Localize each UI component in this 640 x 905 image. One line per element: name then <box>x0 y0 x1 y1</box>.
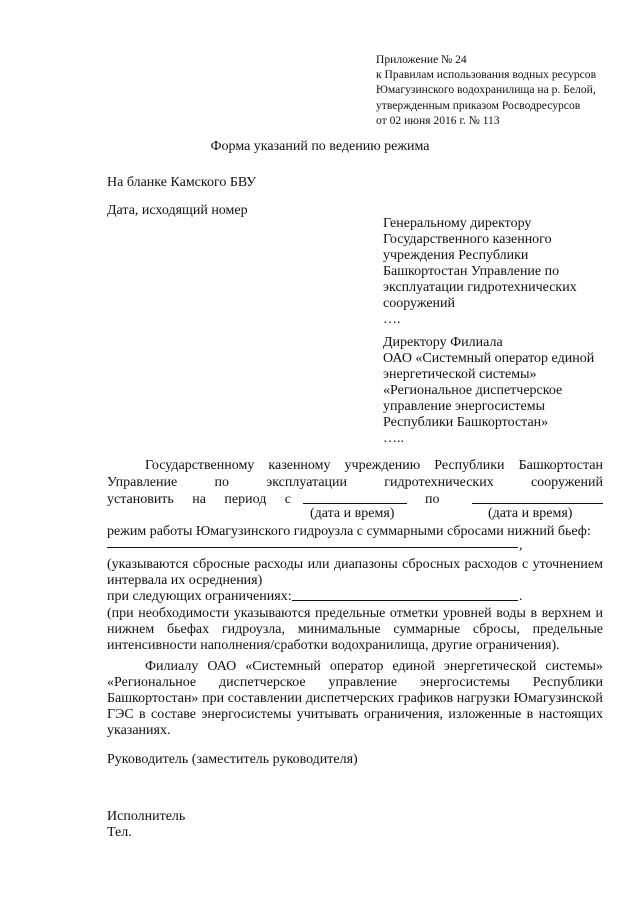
appendix-line: утвержденным приказом Росводресурсов <box>376 98 581 112</box>
body-line: режим работы Юмагузинского гидроузла с суммарными сбросами нижний бьеф: <box>107 524 591 539</box>
addressee-line: Государственного казенного <box>383 232 552 247</box>
end-date-caption: (дата и время) <box>488 506 573 521</box>
letterhead-note: На бланке Камского БВУ <box>107 175 257 190</box>
body-line: (при необходимости указываются предельные отметки уровней воды в верхнем и <box>107 606 603 621</box>
addressee-line: ….. <box>383 431 404 446</box>
discharge-blank[interactable] <box>107 536 518 548</box>
addressee-line: «Региональное диспетчерское <box>383 383 563 398</box>
body-line: ГЭС в составе энергосистемы учитывать ограничения, изложенные в настоящих <box>107 707 603 722</box>
appendix-line: к Правилам использования водных ресурсов <box>376 68 597 82</box>
addressee-line: Генеральному директору <box>383 216 532 231</box>
addressee-line: учреждения Республики <box>383 248 529 263</box>
addressee-line: сооружений <box>383 296 456 311</box>
addressee-line: эксплуатации гидротехнических <box>383 280 577 295</box>
body-line: Башкортостан» при составлении диспетчерских графиков нагрузки Юмагузинской <box>107 691 603 706</box>
body-line: интервала их осреднения) <box>107 573 263 588</box>
appendix-note <box>376 52 596 128</box>
form-title: Форма указаний по ведению режима <box>210 139 430 154</box>
addressee-line: Башкортостан Управление по <box>383 264 560 279</box>
period-start-blank[interactable] <box>303 492 407 504</box>
addressee-line: Республики Башкортостан» <box>383 415 549 430</box>
restrictions-label: при следующих ограничениях: <box>107 589 292 604</box>
body-line: указаниях. <box>107 723 171 738</box>
restrictions-blank[interactable] <box>292 589 518 601</box>
body-line: интенсивности наполнения/сработки водохранилища, другие ограничения). <box>107 638 560 653</box>
addressee-line: Директору Филиала <box>383 335 503 350</box>
period-end-label: по <box>425 492 440 507</box>
addressee-line: управление энергосистемы <box>383 399 546 414</box>
appendix-line: Юмагузинского водохранилища на р. Белой, <box>376 83 596 97</box>
period-end-blank[interactable] <box>472 492 603 504</box>
body-line: Управление по эксплуатации гидротехнических сооружений <box>107 475 603 490</box>
body-line: нижнем бьефах гидроузла, минимальные суммарные сбросы, предельные <box>107 622 603 637</box>
body-line-end: , <box>519 538 523 553</box>
signature-label: Руководитель (заместитель руководителя) <box>107 752 358 767</box>
addressee-line: энергетической системы» <box>383 367 537 382</box>
appendix-line: от 02 июня 2016 г. № 113 <box>376 113 500 127</box>
addressee-gku <box>383 216 577 328</box>
addressee-line: ОАО «Системный оператор единой <box>383 351 595 366</box>
body-line-end: . <box>519 589 523 604</box>
appendix-line: Приложение № 24 <box>376 53 467 66</box>
start-date-caption: (дата и время) <box>310 506 395 521</box>
body-line: (указываются сбросные расходы или диапазоны сбросных расходов с уточнением <box>107 557 603 572</box>
addressee-so-rdu <box>383 335 594 447</box>
addressee-line: …. <box>383 312 401 327</box>
date-number-field: Дата, исходящий номер <box>107 203 248 218</box>
body-line: Государственному казенному учреждению Республики Башкортостан <box>145 458 603 473</box>
period-start-label: установить на период с <box>107 492 291 507</box>
body-line: «Региональное диспетчерское управление энергосистемы Республики <box>107 675 603 690</box>
phone-label: Тел. <box>107 825 132 840</box>
body-line: Филиалу ОАО «Системный оператор единой энергетической системы» <box>145 659 603 674</box>
executor-label: Исполнитель <box>107 809 186 824</box>
